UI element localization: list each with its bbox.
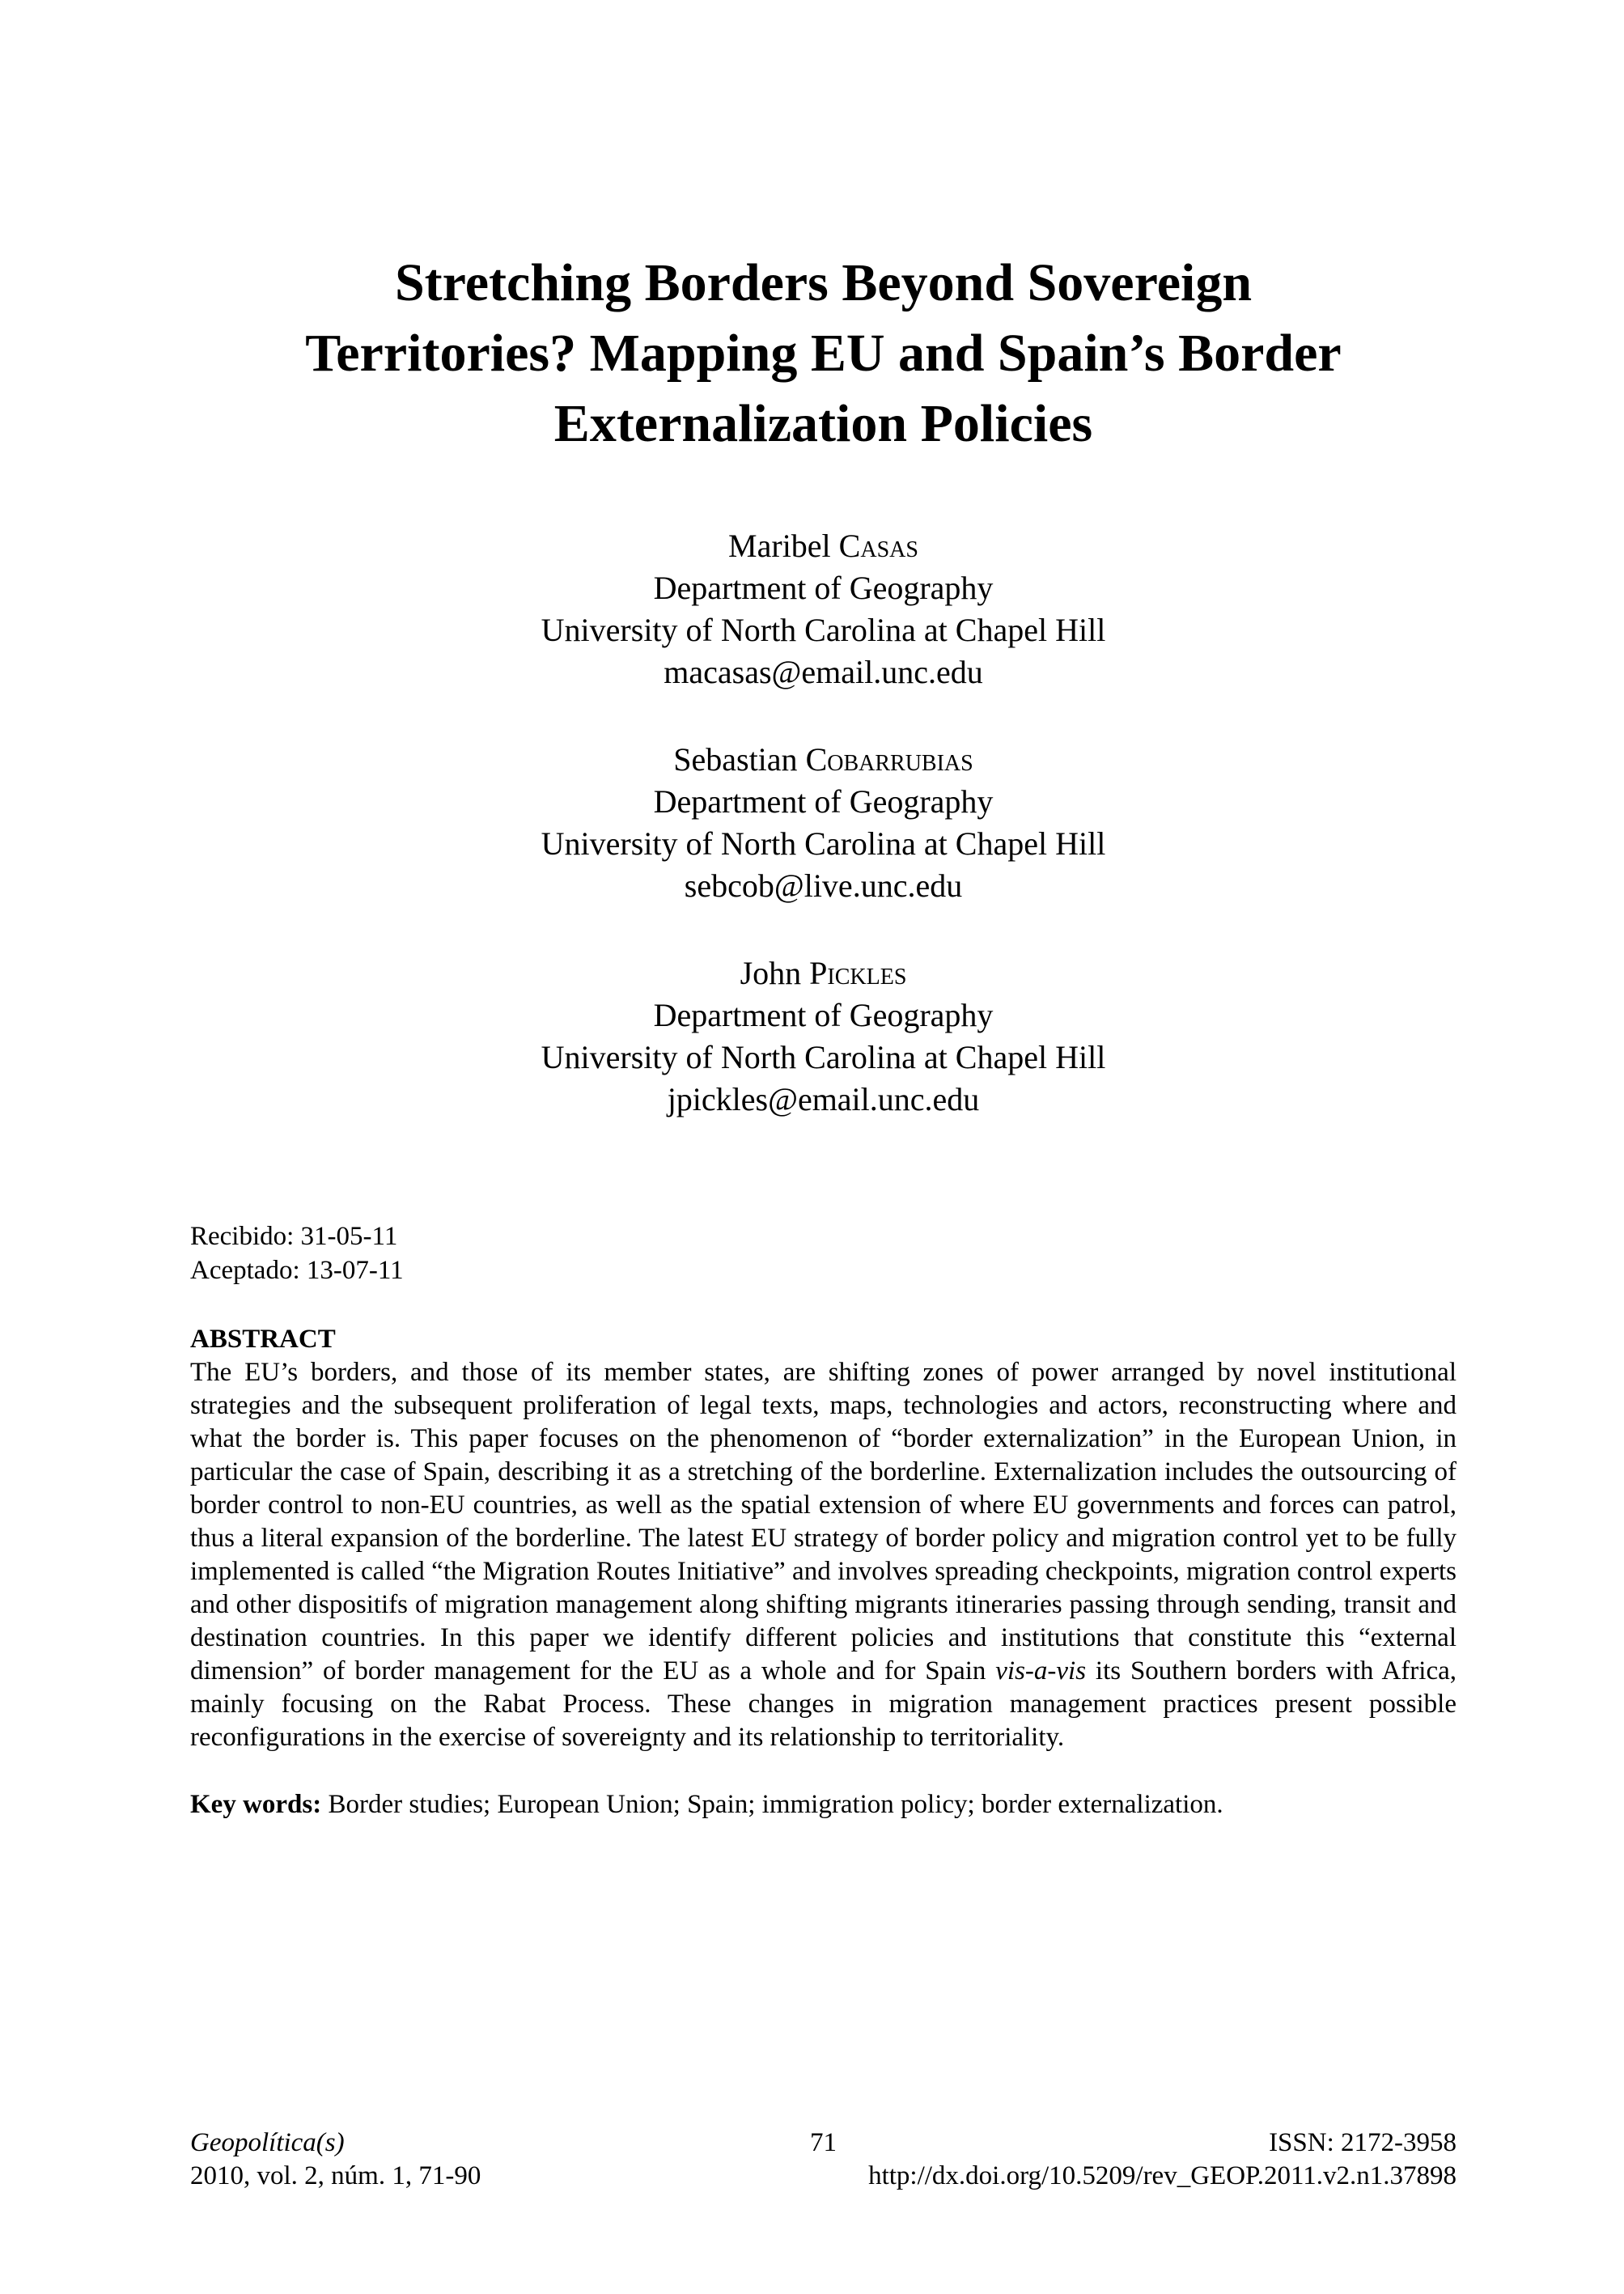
author-name [190, 952, 1457, 994]
accepted-date: Aceptado: 13-07-11 [190, 1256, 404, 1285]
title-line-1: Stretching Borders Beyond Sovereign [394, 253, 1253, 312]
author-name [190, 525, 1457, 567]
page-footer [190, 2127, 1457, 2193]
keywords-label: Key words: [190, 1790, 322, 1819]
author-name [190, 739, 1457, 781]
title-line-2: Territories? Mapping EU and Spain’s Border [305, 324, 1342, 383]
abstract-heading: ABSTRACT [190, 1325, 336, 1354]
author-block-3 [190, 952, 1457, 1121]
doi: http://dx.doi.org/10.5209/rev_GEOP.2011.v2.n1.37898 [868, 2161, 1457, 2190]
author-surname: Casas [838, 528, 918, 564]
author-block-2 [190, 739, 1457, 907]
author-university: University of North Carolina at Chapel Hill [541, 612, 1106, 648]
author-surname: Pickles [809, 955, 907, 991]
author-given-name: Sebastian [673, 741, 798, 778]
dates-section [190, 1219, 1457, 1287]
author-department: Department of Geography [653, 570, 994, 606]
received-date: Recibido: 31-05-11 [190, 1222, 398, 1251]
journal-issue: 2010, vol. 2, núm. 1, 71-90 [190, 2161, 481, 2190]
author-block-1 [190, 525, 1457, 693]
title-line-3: Externalization Policies [553, 394, 1093, 453]
journal-name: Geopolítica(s) [190, 2128, 345, 2157]
footer-right [837, 2127, 1457, 2193]
keywords-text: Border studies; European Union; Spain; immigration policy; border externalization. [321, 1790, 1223, 1819]
author-department: Department of Geography [653, 783, 994, 820]
footer-left [190, 2127, 810, 2193]
author-surname: Cobarrubias [805, 741, 973, 778]
authors-section [190, 525, 1457, 1121]
author-university: University of North Carolina at Chapel Hill [541, 1039, 1106, 1075]
author-given-name: Maribel [728, 528, 831, 564]
abstract-section [190, 1323, 1457, 1754]
author-university: University of North Carolina at Chapel Hill [541, 825, 1106, 862]
paper-title [190, 248, 1457, 459]
author-given-name: John [740, 955, 802, 991]
author-email: macasas@email.unc.edu [664, 654, 983, 690]
author-email: sebcob@live.unc.edu [684, 867, 963, 904]
author-department: Department of Geography [653, 997, 994, 1033]
issn: ISSN: 2172-3958 [1269, 2128, 1457, 2157]
abstract-text: The EU’s borders, and those of its member states, are shifting zones of power arranged by novel institutional strategies and the subsequent proliferation of legal texts, maps, technologies and actors, reconstructing where and what the border is. This paper focuses on the phenomenon of “border externalization” in the European Union, in particular the case of Spain, describing it as a stretching of the borderline. Externalization includes the outsourcing of border control to non-EU countries, as well as the spatial extension of where EU governments and forces can patrol, thus a literal expansion of the borderline. The latest EU strategy of border policy and migration control yet to be fully implemented is called “the Migration Routes Initiative” and involves spreading checkpoints, migration control experts and other dispositifs of migration management along shifting migrants itineraries passing through sending, transit and destination countries. In this paper we identify different policies and institutions that constitute this “external dimension” of border management for the EU as a whole and for Spain vis-a-vis its Southern borders with Africa, mainly focusing on the Rabat Process. These changes in migration management practices present possible reconfigurations in the exercise of sovereignty and its relationship to territoriality. [190, 1358, 1457, 1752]
page-number: 71 [810, 2128, 837, 2157]
keywords-line [190, 1788, 1457, 1821]
author-email: jpickles@email.unc.edu [667, 1081, 980, 1117]
